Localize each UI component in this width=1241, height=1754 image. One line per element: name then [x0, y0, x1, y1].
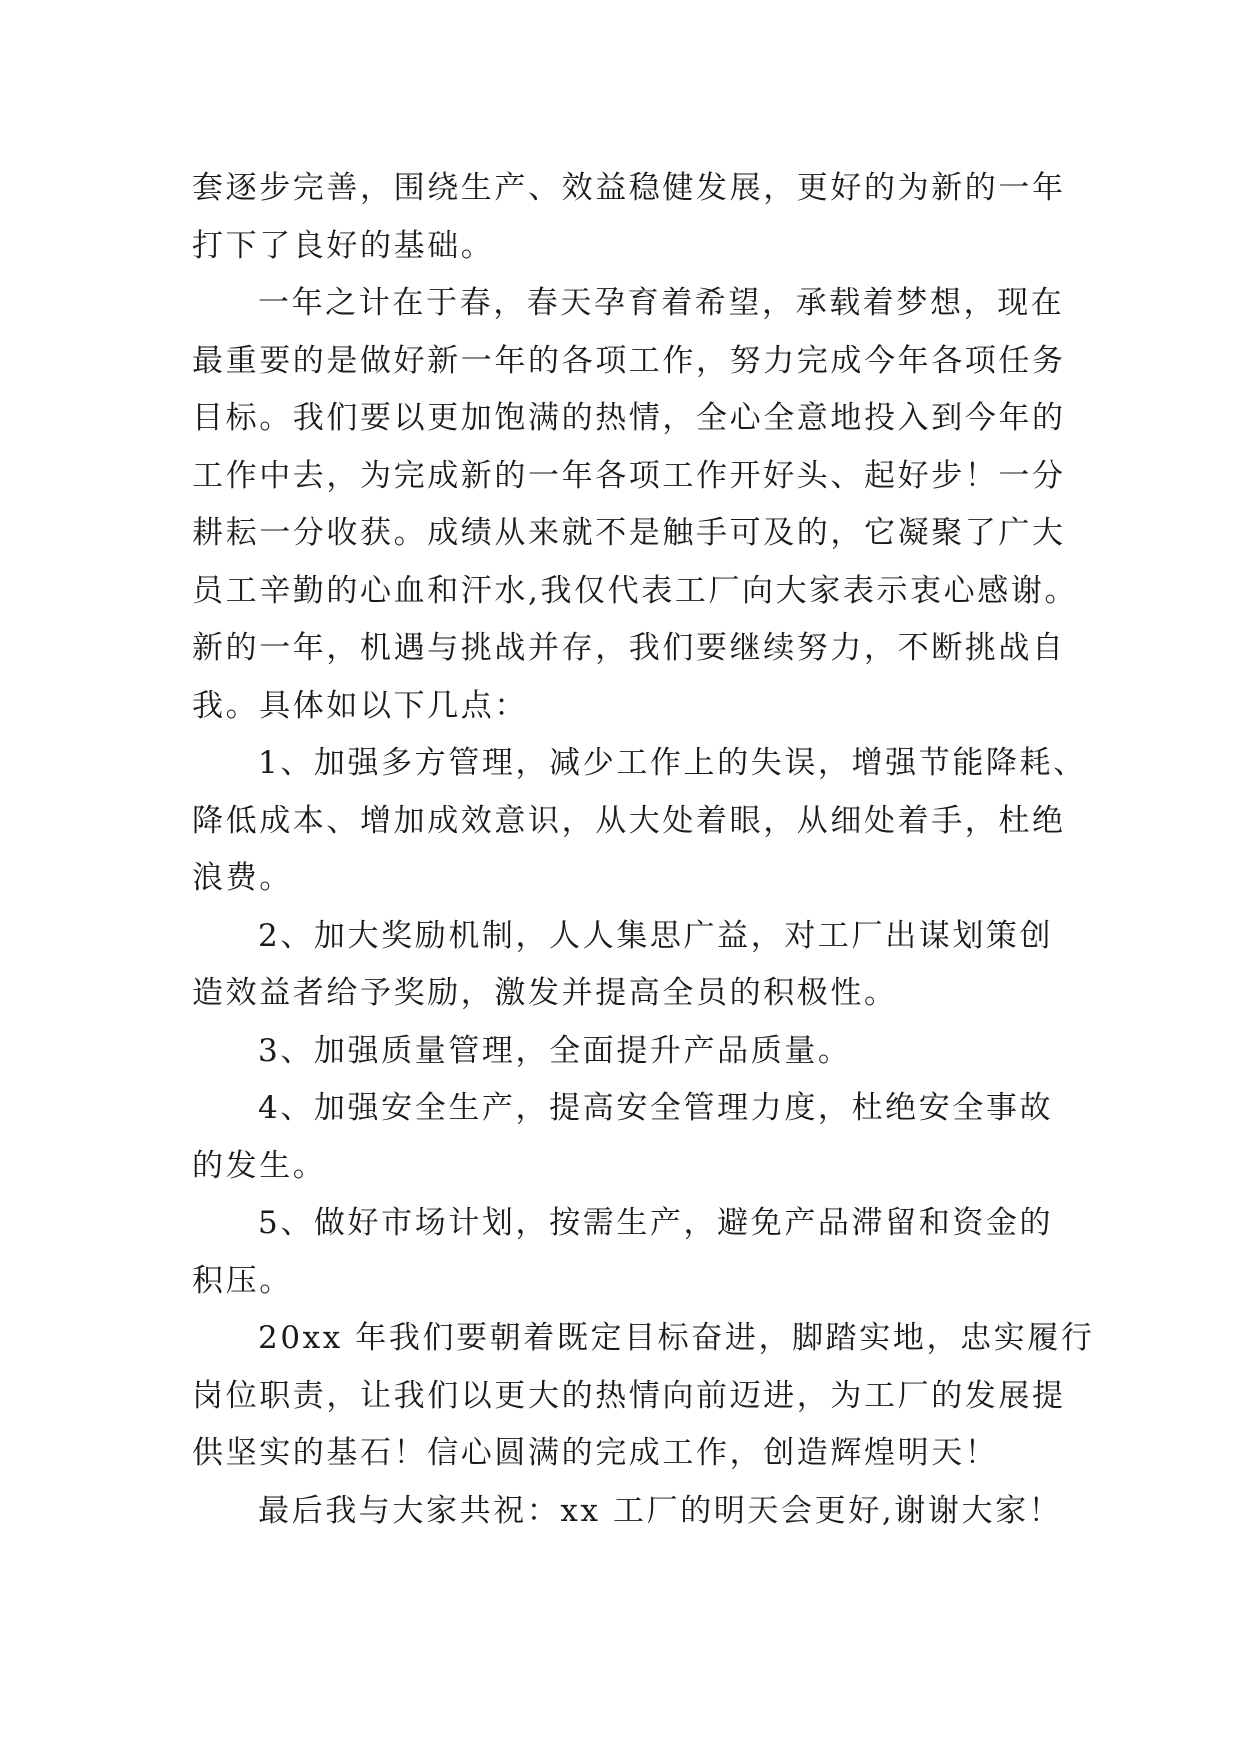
text-line: 5、做好市场计划，按需生产，避免产品滞留和资金的	[258, 1205, 1054, 1241]
text-line: 最重要的是做好新一年的各项工作，努力完成今年各项任务	[192, 342, 1066, 379]
text-line: 4、加强安全生产，提高安全管理力度，杜绝安全事故	[258, 1090, 1054, 1126]
text-line: 积压。	[192, 1262, 293, 1299]
text-line: 打下了良好的基础。	[192, 227, 495, 264]
text-line: 20xx 年我们要朝着既定目标奋进，脚踏实地，忠实履行	[258, 1320, 1095, 1356]
text-line: 套逐步完善，围绕生产、效益稳健发展，更好的为新的一年	[192, 170, 1066, 206]
text-line: 的发生。	[192, 1147, 327, 1184]
text-line: 工作中去，为完成新的一年各项工作开好头、起好步！一分	[192, 457, 1066, 494]
text-line: 3、加强质量管理，全面提升产品质量。	[258, 1032, 852, 1069]
document-body	[192, 160, 1095, 1540]
text-line: 目标。我们要以更加饱满的热情，全心全意地投入到今年的	[192, 400, 1066, 436]
text-line: 2、加大奖励机制，人人集思广益，对工厂出谋划策创	[258, 917, 1054, 954]
text-line: 供坚实的基石！信心圆满的完成工作，创造辉煌明天！	[192, 1435, 999, 1471]
text-line: 耕耘一分收获。成绩从来就不是触手可及的，它凝聚了广大	[192, 515, 1066, 551]
text-line: 浪费。	[192, 860, 293, 896]
text-line: 员工辛勤的心血和汗水,我仅代表工厂向大家表示衷心感谢。	[192, 572, 1079, 609]
text-line: 一年之计在于春，春天孕育着希望，承载着梦想，现在	[258, 285, 1065, 321]
text-line: 我。具体如以下几点：	[192, 687, 528, 724]
text-line: 造效益者给予奖励，激发并提高全员的积极性。	[192, 975, 898, 1011]
text-line: 1、加强多方管理，减少工作上的失误，增强节能降耗、	[258, 745, 1087, 781]
text-line: 岗位职责，让我们以更大的热情向前迈进，为工厂的发展提	[192, 1377, 1066, 1414]
text-line: 新的一年，机遇与挑战并存，我们要继续努力，不断挑战自	[192, 630, 1066, 666]
text-line: 降低成本、增加成效意识，从大处着眼，从细处着手，杜绝	[192, 802, 1066, 839]
text-line: 最后我与大家共祝：xx 工厂的明天会更好,谢谢大家！	[258, 1492, 1063, 1529]
